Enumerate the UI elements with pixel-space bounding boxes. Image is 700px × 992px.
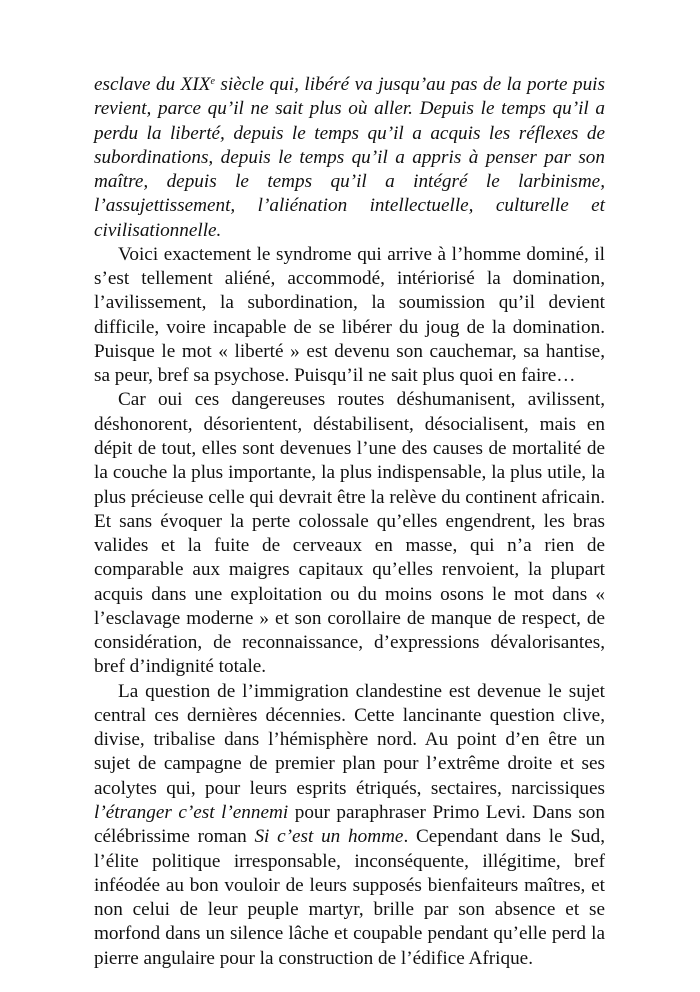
paragraph-4-text-a: La question de l’immigration clandestine est devenue le sujet central ces dernières décennies. Cette lancinante question clive, divise, tribalise dans l’hémisphère nord. Au point d’en être un sujet de campagne de premier plan pour l’extrême droite et ses acolytes qui, pour leurs esprits étriqués, sectaires, narcissiques [94,680,605,799]
quote-italic: l’étranger c’est l’ennemi [94,801,289,823]
book-title-italic: Si c’est un homme [254,826,404,848]
paragraph-4-text-c: . Cependant dans le Sud, l’élite politique irresponsable, inconséquente, illégitime, bref inféodée au bon vouloir de leurs supposés bienfaiteurs maîtres, et non celui de leur peuple martyr, brille par son absence et se morfond dans un silence lâche et coupable pendant qu’elle perd la pierre angulaire pour la construction de l’édifice Afrique. [94,826,605,969]
century-ordinal-superscript: e [210,76,215,87]
paragraph-1-text-b: siècle qui, libéré va jusqu’au pas de la porte puis revient, parce qu’il ne sait plus où aller. Depuis le temps qu’il a perdu la liberté, depuis le temps qu’il a acquis les réflexes de subordinations, depuis le temps qu’il a appris à penser par son maître, depuis le temps qu’il a intégré le larbinisme, l’assujettissement, l’aliénation intellectuelle, culturelle et civilisationnelle. [94,74,605,241]
document-page [94,73,605,971]
paragraph-1 [94,73,605,243]
paragraph-4 [94,680,605,971]
paragraph-2: Voici exactement le syndrome qui arrive à l’homme dominé, il s’est tellement aliéné, accommodé, intériorisé la domination, l’avilissement, la subordination, la soumission qu’il devient difficile, voire incapable de se libérer du joug de la domination. Puisque le mot « liberté » est devenu son cauchemar, sa hantise, sa peur, bref sa psychose. Puisqu’il ne sait plus quoi en faire… [94,243,605,387]
paragraph-4-text-b: pour paraphraser Primo Levi. Dans son célébrissime roman [94,801,605,848]
paragraph-1-text-a: esclave du XIX [94,74,211,95]
paragraph-3: Car oui ces dangereuses routes déshumanisent, avilissent, déshonorent, désorientent, déstabilisent, désocialisent, mais en dépit de tout, elles sont devenues l’une des causes de mortalité de la couche la plus importante, la plus indispensable, la plus utile, la plus précieuse celle qui devrait être la relève du continent africain. Et sans évoquer la perte colossale qu’elles engendrent, les bras valides et la fuite de cerveaux en masse, qui n’a rien de comparable aux maigres capitaux qu’elles renvoient, la plupart acquis dans une exploitation ou du moins osons le mot dans « l’esclavage moderne » et son corollaire de manque de respect, de considération, de reconnaissance, d’expressions dévalorisantes, bref d’indignité totale. [94,389,605,678]
